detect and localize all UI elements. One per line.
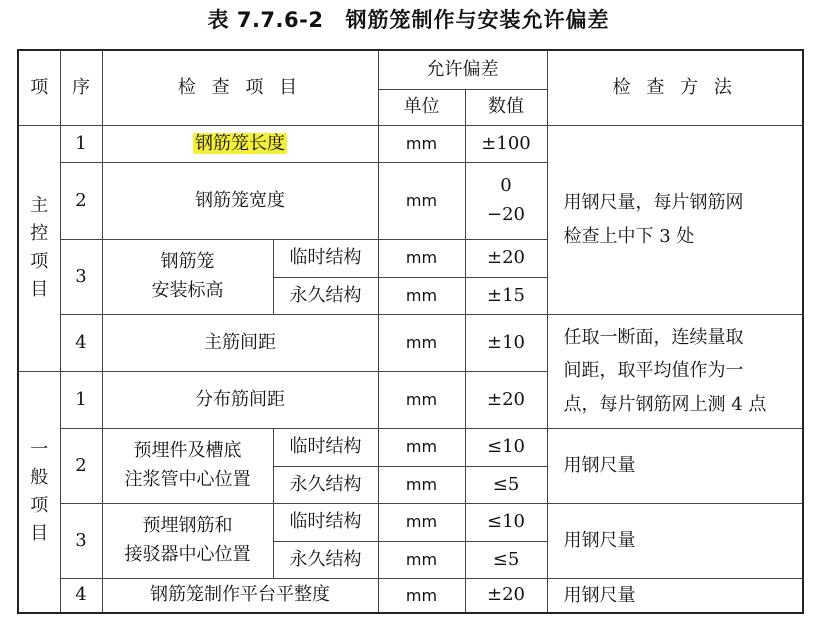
header-tolerance: 允许偏差: [378, 50, 547, 89]
unit-cell: mm: [378, 125, 465, 162]
value-cell: ≤5: [465, 466, 547, 503]
header-method: 检 查 方 法: [547, 50, 803, 125]
unit-cell: mm: [378, 578, 465, 613]
table-row: [18, 578, 803, 613]
value-cell: ±100: [465, 125, 547, 162]
table-name: 钢筋笼制作与安装允许偏差: [345, 8, 610, 32]
value-cell: 0 −20: [465, 162, 547, 239]
seq-cell: 3: [60, 239, 102, 314]
method-cell: 用钢尺量: [547, 428, 803, 503]
header-value: 数值: [465, 89, 547, 125]
unit-cell: mm: [378, 371, 465, 428]
table-row: [18, 125, 803, 162]
seq-cell: 4: [60, 578, 102, 613]
item-cell: 分布筋间距: [102, 371, 378, 428]
item-cell: [102, 125, 378, 162]
unit-cell: mm: [378, 466, 465, 503]
group-main-control: 主 控 项 目: [18, 125, 60, 371]
value-cell: ≤10: [465, 503, 547, 541]
table-row: [18, 503, 803, 541]
table-number: 表 7.7.6-2: [207, 8, 324, 32]
seq-cell: 1: [60, 371, 102, 428]
seq-cell: 3: [60, 503, 102, 578]
value-cell: ≤10: [465, 428, 547, 466]
header-item: 项: [18, 50, 60, 125]
highlighted-item-text: 钢筋笼长度: [195, 132, 285, 154]
item-cell: 预埋件及槽底 注浆管中心位置: [102, 428, 273, 503]
tolerance-table: [17, 49, 804, 614]
value-cell: ±15: [465, 277, 547, 314]
table-row: [18, 314, 803, 371]
unit-cell: mm: [378, 428, 465, 466]
seq-cell: 4: [60, 314, 102, 371]
item-cell: 钢筋笼宽度: [102, 162, 378, 239]
unit-cell: mm: [378, 239, 465, 277]
unit-cell: mm: [378, 503, 465, 541]
value-cell: ±20: [465, 371, 547, 428]
seq-cell: 1: [60, 125, 102, 162]
header-seq: 序: [60, 50, 102, 125]
unit-cell: mm: [378, 277, 465, 314]
sub-item-cell: 永久结构: [273, 541, 378, 578]
seq-cell: 2: [60, 162, 102, 239]
value-cell: ±20: [465, 239, 547, 277]
method-cell-main: 用钢尺量，每片钢筋网 检查上中下 3 处: [547, 125, 803, 314]
group-general: 一 般 项 目: [18, 371, 60, 613]
value-cell: ≤5: [465, 541, 547, 578]
unit-cell: mm: [378, 162, 465, 239]
unit-cell: mm: [378, 314, 465, 371]
sub-item-cell: 永久结构: [273, 466, 378, 503]
sub-item-cell: 临时结构: [273, 428, 378, 466]
item-cell: 钢筋笼 安装标高: [102, 239, 273, 314]
value-cell: ±20: [465, 578, 547, 613]
seq-cell: 2: [60, 428, 102, 503]
sub-item-cell: 临时结构: [273, 239, 378, 277]
header-row-1: [18, 50, 803, 89]
sub-item-cell: 永久结构: [273, 277, 378, 314]
item-cell: 钢筋笼制作平台平整度: [102, 578, 378, 613]
sub-item-cell: 临时结构: [273, 503, 378, 541]
method-cell: 用钢尺量: [547, 503, 803, 578]
item-cell: 预埋钢筋和 接驳器中心位置: [102, 503, 273, 578]
header-check-item: 检 查 项 目: [102, 50, 378, 125]
item-cell: 主筋间距: [102, 314, 378, 371]
table-title: [0, 4, 817, 34]
method-cell: 用钢尺量: [547, 578, 803, 613]
method-cell-spacing: 任取一断面，连续量取 间距，取平均值作为一 点，每片钢筋网上测 4 点: [547, 314, 803, 428]
table-row: [18, 428, 803, 466]
unit-cell: mm: [378, 541, 465, 578]
header-unit: 单位: [378, 89, 465, 125]
value-cell: ±10: [465, 314, 547, 371]
